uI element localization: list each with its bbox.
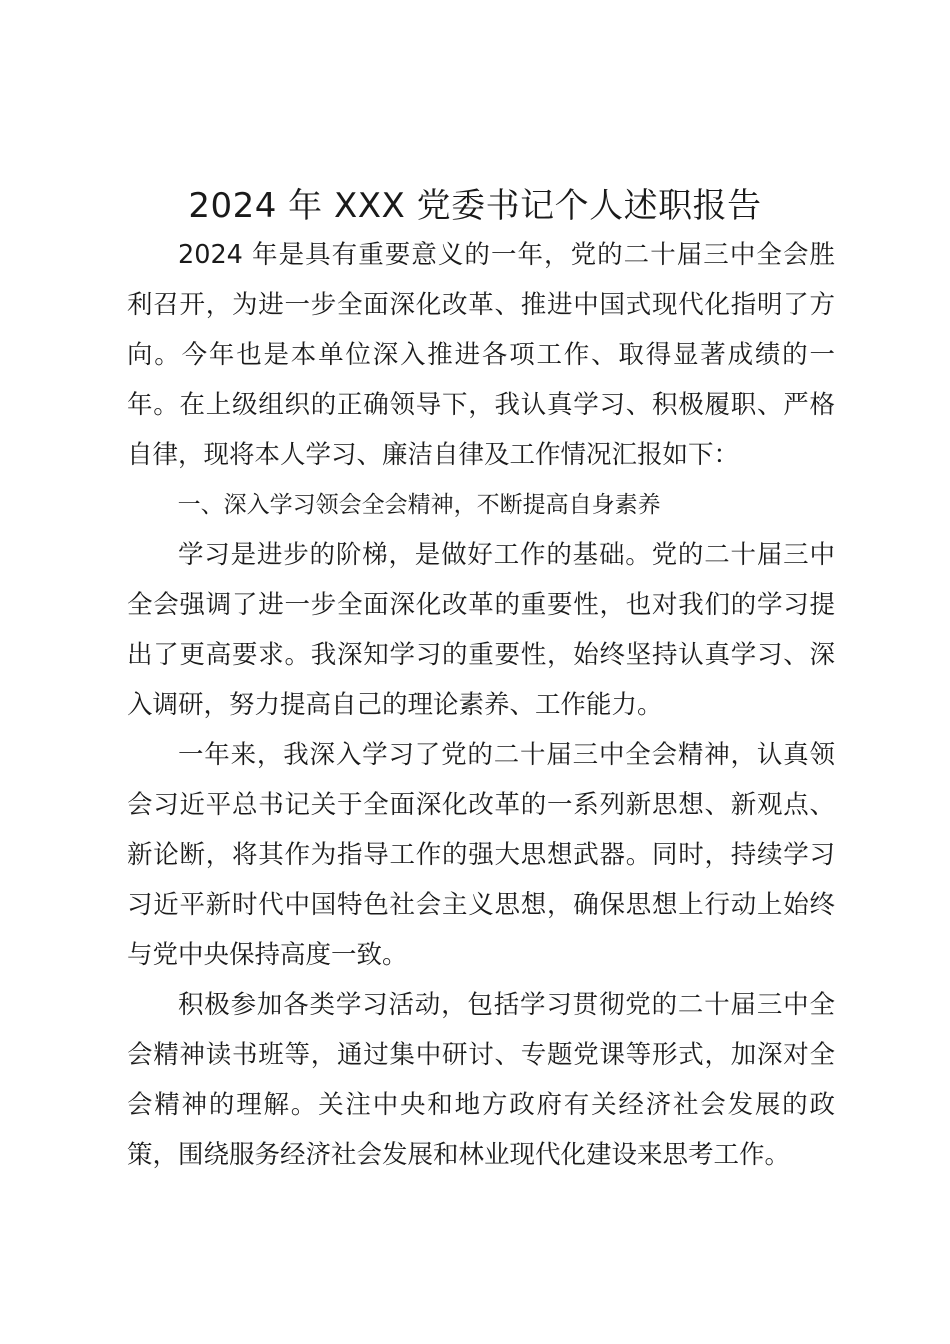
document-body [127, 230, 835, 1180]
document-title: 2024 年 XXX 党委书记个人述职报告 [188, 186, 762, 226]
section-heading: 一、深入学习领会全会精神，不断提高自身素养 [177, 492, 661, 518]
paragraph-study-importance: 学习是进步的阶梯，是做好工作的基础。党的二十届三中全会强调了进一步全面深化改革的重要性，也对我们的学习提出了更高要求。我深知学习的重要性，始终坚持认真学习、深入调研，努力提高自己的理论素养、工作能力。 [127, 540, 835, 720]
paragraph-year-review: 一年来，我深入学习了党的二十届三中全会精神，认真领会习近平总书记关于全面深化改革的一系列新思想、新观点、新论断，将其作为指导工作的强大思想武器。同时，持续学习习近平新时代中国特色社会主义思想，确保思想上行动上始终与党中央保持高度一致。 [127, 740, 835, 970]
paragraph-intro: 2024 年是具有重要意义的一年，党的二十届三中全会胜利召开，为进一步全面深化改革、推进中国式现代化指明了方向。今年也是本单位深入推进各项工作、取得显著成绩的一年。在上级组织的正确领导下，我认真学习、积极履职、严格自律，现将本人学习、廉洁自律及工作情况汇报如下： [127, 240, 835, 470]
paragraph-activities: 积极参加各类学习活动，包括学习贯彻党的二十届三中全会精神读书班等，通过集中研讨、专题党课等形式，加深对全会精神的理解。关注中央和地方政府有关经济社会发展的政策，围绕服务经济社会发展和林业现代化建设来思考工作。 [127, 990, 835, 1170]
